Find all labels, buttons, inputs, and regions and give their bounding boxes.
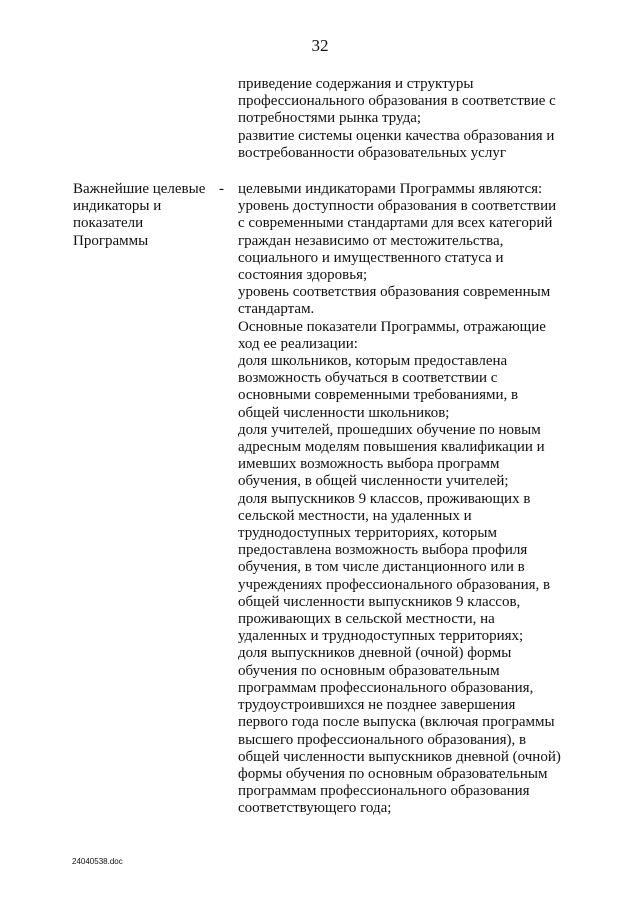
section-label [73, 181, 213, 250]
content-line: проживающих в сельской местности, на [238, 611, 495, 628]
content-line: уровень доступности образования в соответствии [238, 198, 557, 215]
label-line: Программы [73, 232, 149, 249]
section-content [238, 181, 578, 818]
content-line: учреждениях профессионального образования, в [238, 576, 551, 593]
content-line: с современными стандартами для всех категорий [238, 215, 553, 232]
content-line: общей численности выпускников 9 классов, [238, 593, 521, 610]
content-line: соответствующего года; [238, 800, 392, 817]
text-line: приведение содержания и структуры [238, 76, 474, 92]
content-line: Основные показатели Программы, отражающие [238, 318, 546, 335]
content-line: программам профессионального образования [238, 783, 530, 800]
content-line: социального и имущественного статуса и [238, 249, 504, 266]
content-line: общей численности школьников; [238, 404, 450, 421]
content-line: имевших возможность выбора программ [238, 456, 500, 473]
text-line: профессионального образования в соответствие с [238, 93, 556, 110]
content-line: доля выпускников дневной (очной) формы [238, 645, 512, 662]
content-line: формы обучения по основным образовательным [238, 765, 548, 782]
content-line: состояния здоровья; [238, 267, 368, 284]
content-line: граждан независимо от местожительства, [238, 232, 504, 249]
content-line: первого года после выпуска (включая программы [238, 714, 555, 731]
content-line: доля учителей, прошедших обучение по новым [238, 421, 541, 438]
content-line: уровень соответствия образования современным [238, 284, 551, 301]
content-line: обучения, в том числе дистанционного или в [238, 559, 525, 576]
content-line: общей численности выпускников дневной (очной) [238, 748, 561, 765]
content-line: труднодоступных территориях, которым [238, 525, 498, 542]
text-line: потребностями рынка труда; [238, 110, 422, 127]
content-line: ход ее реализации: [238, 335, 358, 352]
content-line: доля школьников, которым предоставлена [238, 353, 508, 370]
content-line: основными современными требованиями, в [238, 387, 519, 404]
content-line: адресным моделям повышения квалификации и [238, 439, 545, 456]
content-line: возможность обучаться в соответствии с [238, 370, 498, 387]
content-line: трудоустроившихся не позднее завершения [238, 697, 516, 714]
content-line: обучения по основным образовательным [238, 662, 500, 679]
section-dash: - [219, 181, 224, 197]
content-line: предоставлена возможность выбора профиля [238, 542, 528, 559]
content-line: стандартам. [238, 301, 315, 318]
content-line: обучения, в общей численности учителей; [238, 473, 509, 490]
content-line: высшего профессионального образования), в [238, 731, 527, 748]
content-line: доля выпускников 9 классов, проживающих в [238, 490, 531, 507]
footer-filename: 24040538.doc [72, 857, 123, 866]
content-line: удаленных и труднодоступных территориях; [238, 628, 524, 645]
content-line: сельской местности, на удаленных и [238, 507, 472, 524]
top-text-block [238, 76, 578, 162]
label-line: индикаторы и [73, 198, 162, 215]
page-number: 32 [311, 36, 329, 55]
label-line: Важнейшие целевые [73, 181, 206, 197]
text-line: развитие системы оценки качества образования и [238, 127, 555, 144]
text-line: востребованности образовательных услуг [238, 144, 506, 161]
label-line: показатели [73, 215, 144, 232]
content-line: программам профессионального образования, [238, 679, 534, 696]
content-line: целевыми индикаторами Программы являются: [238, 181, 543, 197]
